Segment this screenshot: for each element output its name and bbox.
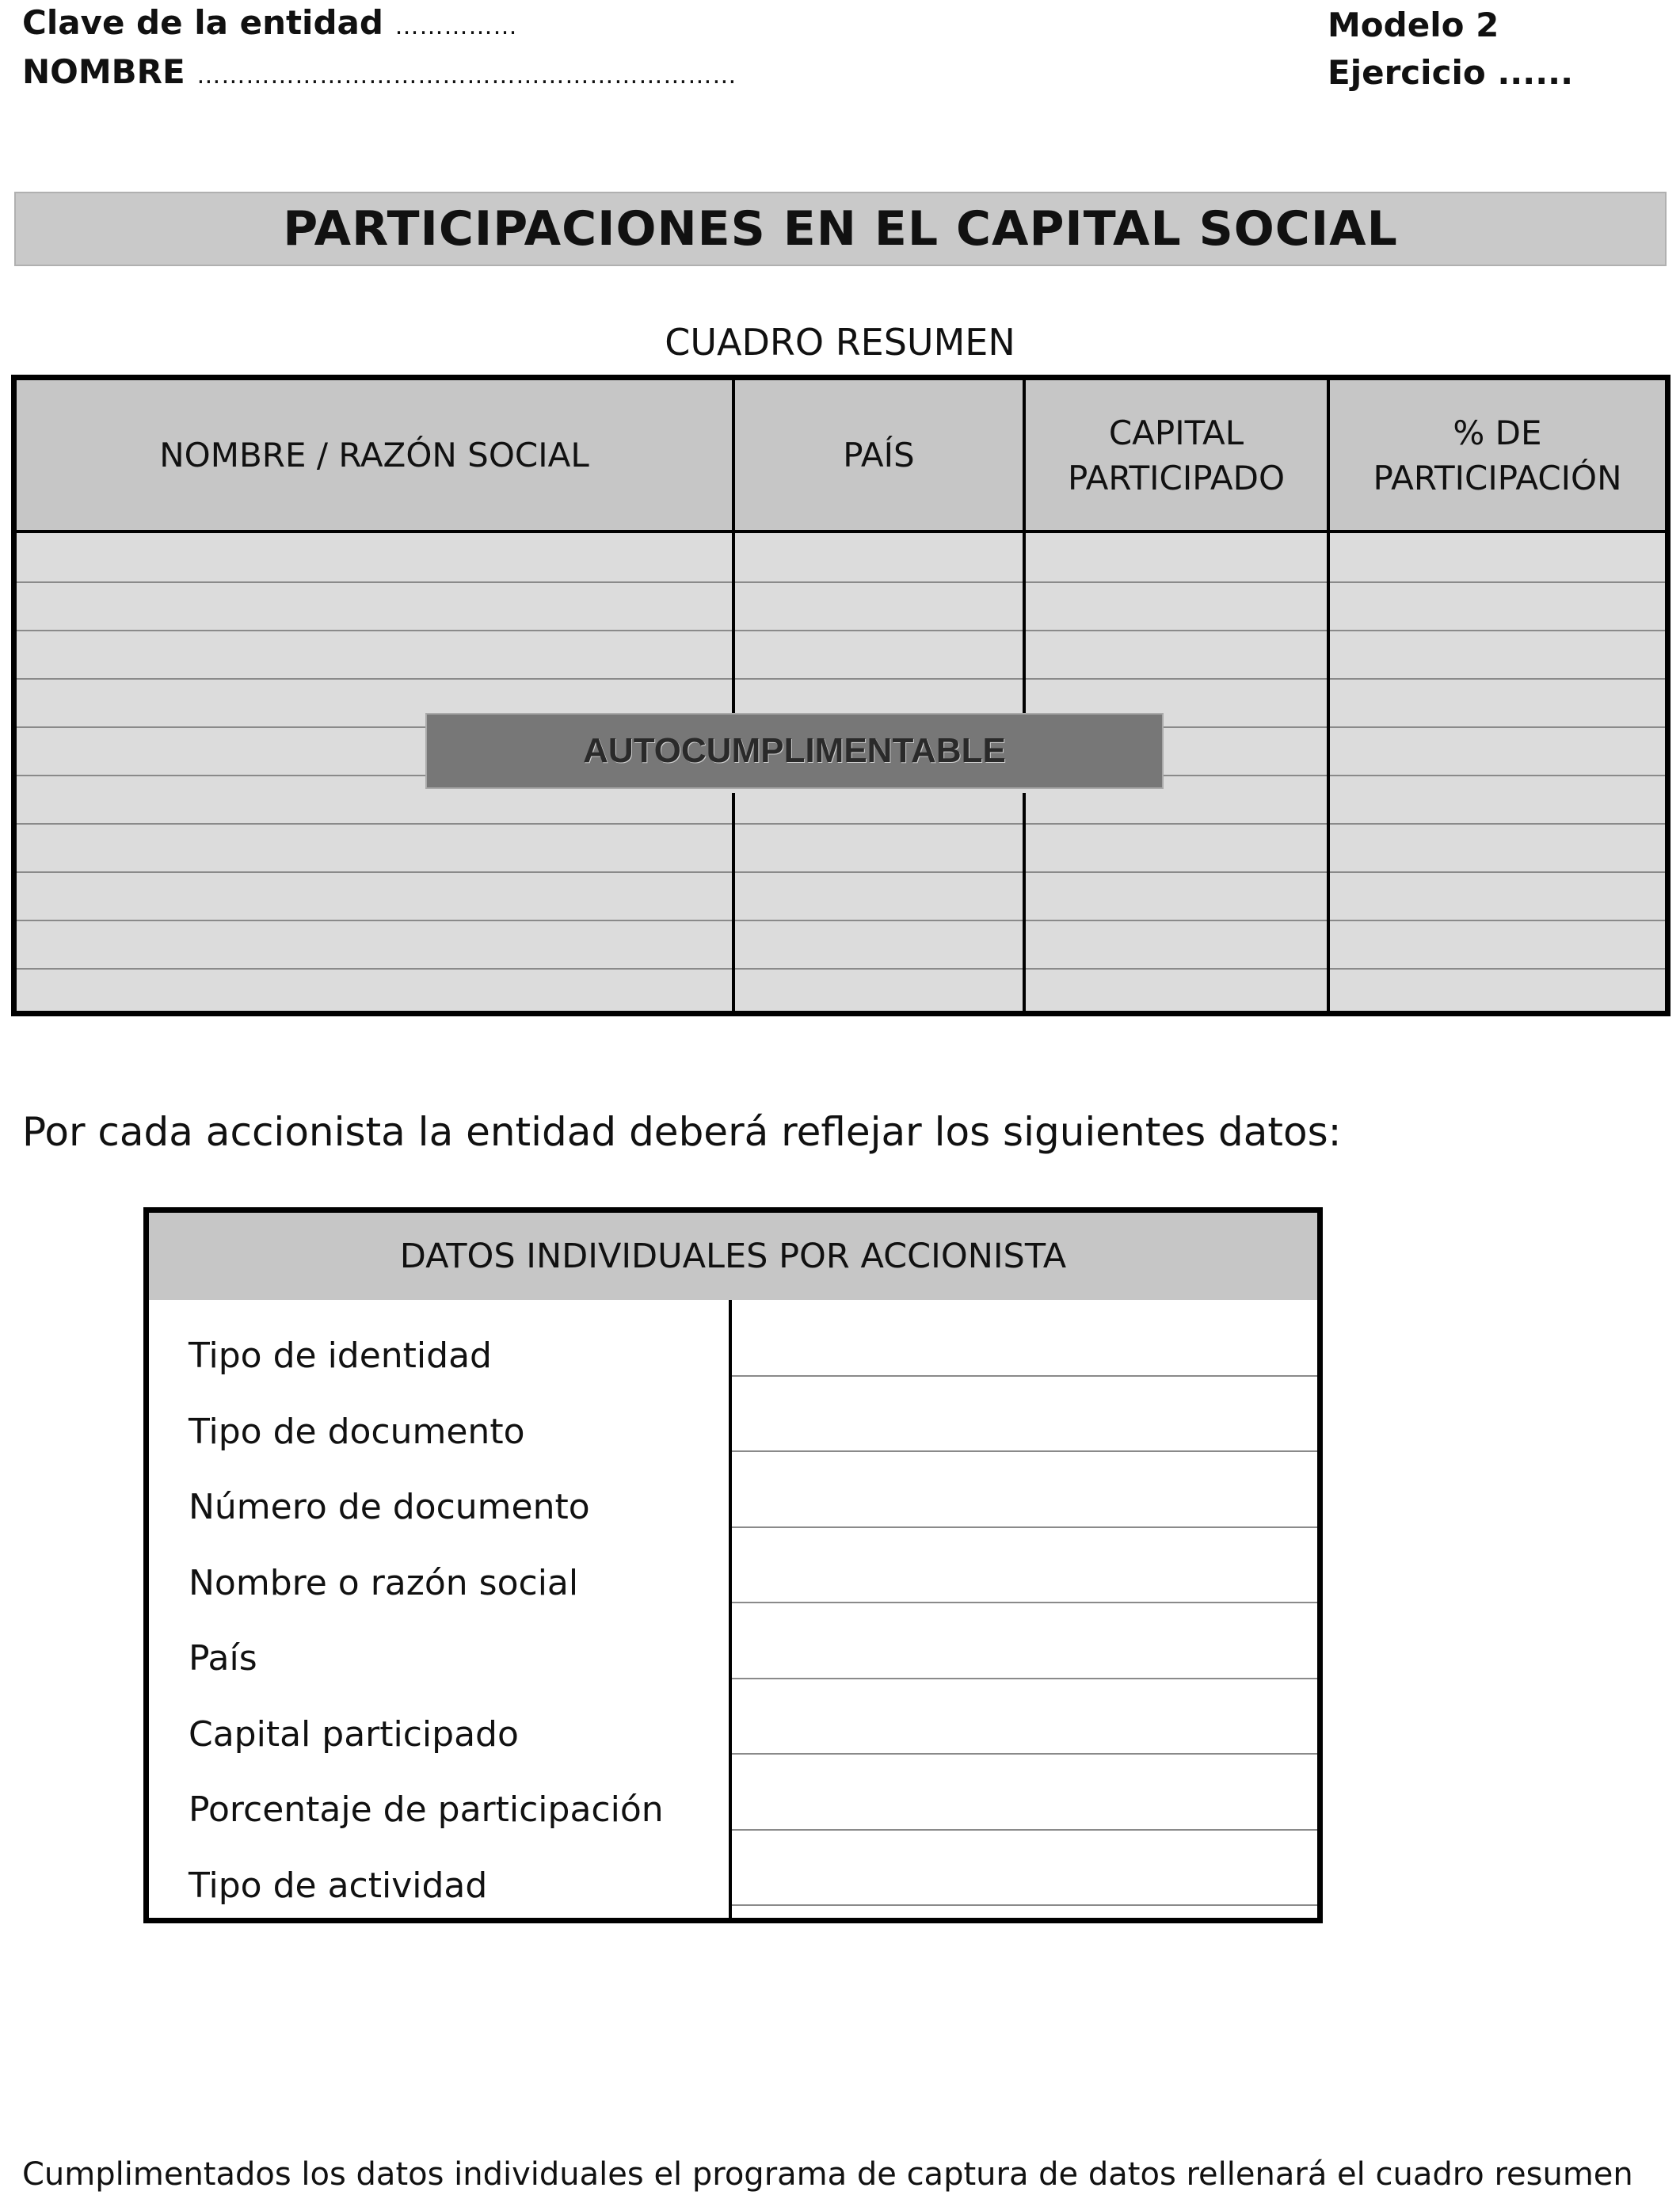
field-label-name: Nombre o razón social	[189, 1563, 579, 1603]
column-divider	[1023, 380, 1026, 1011]
individual-table-title: DATOS INDIVIDUALES POR ACCIONISTA	[399, 1237, 1067, 1276]
field-input-line[interactable]	[732, 1678, 1317, 1679]
field-label-identity-type: Tipo de identidad	[189, 1336, 492, 1376]
field-label-document-number: Número de documento	[189, 1487, 590, 1527]
column-header-capital: CAPITAL PARTICIPADO	[1067, 413, 1286, 497]
field-input-line[interactable]	[732, 1602, 1317, 1603]
column-divider	[732, 380, 735, 1011]
entity-code-line	[22, 3, 518, 42]
page-title: PARTICIPACIONES EN EL CAPITAL SOCIAL	[283, 201, 1398, 257]
entity-name-field[interactable]: …………………………………………………………	[196, 62, 737, 90]
table-row-line	[17, 581, 1665, 583]
field-input-line[interactable]	[732, 1829, 1317, 1831]
table-row-line	[17, 630, 1665, 631]
column-divider	[1327, 380, 1330, 1011]
entity-code-field[interactable]: ……………	[394, 13, 518, 40]
column-divider	[729, 1300, 732, 1918]
auto-fill-label: AUTOCUMPLIMENTABLE	[583, 731, 1006, 770]
fiscal-year: Ejercicio ......	[1328, 53, 1574, 92]
field-label-capital: Capital participado	[189, 1714, 519, 1755]
summary-table	[11, 375, 1670, 1016]
field-input-line[interactable]	[732, 1753, 1317, 1755]
summary-subtitle: CUADRO RESUMEN	[665, 321, 1015, 364]
field-label-activity-type: Tipo de actividad	[189, 1866, 488, 1906]
table-row-line	[17, 823, 1665, 825]
footer-note: Cumplimentados los datos individuales el programa de captura de datos rellenará el cuadro resumen	[22, 2156, 1633, 2193]
table-row-line	[17, 678, 1665, 680]
field-label-country: País	[189, 1638, 257, 1679]
title-banner	[14, 192, 1667, 266]
column-header-name: NOMBRE / RAZÓN SOCIAL	[159, 436, 589, 474]
model-number: Modelo 2	[1328, 6, 1499, 44]
table-row-line	[17, 871, 1665, 873]
entity-name-label: NOMBRE	[22, 52, 185, 91]
individual-table-header	[149, 1213, 1317, 1300]
individual-data-table	[143, 1207, 1323, 1923]
field-input-line[interactable]	[732, 1375, 1317, 1377]
entity-name-line	[22, 52, 737, 91]
column-header-percentage: % DE PARTICIPACIÓN	[1373, 413, 1622, 497]
field-input-line[interactable]	[732, 1450, 1317, 1452]
field-input-line[interactable]	[732, 1904, 1317, 1906]
entity-code-label: Clave de la entidad	[22, 3, 383, 42]
table-row-line	[17, 968, 1665, 970]
auto-fill-badge	[425, 713, 1164, 789]
field-label-document-type: Tipo de documento	[189, 1412, 525, 1452]
field-input-line[interactable]	[732, 1526, 1317, 1528]
column-header-country: PAÍS	[843, 436, 915, 474]
table-row-line	[17, 920, 1665, 921]
field-label-percentage: Porcentaje de participación	[189, 1789, 664, 1830]
instruction-text: Por cada accionista la entidad deberá reflejar los siguientes datos:	[22, 1109, 1342, 1155]
